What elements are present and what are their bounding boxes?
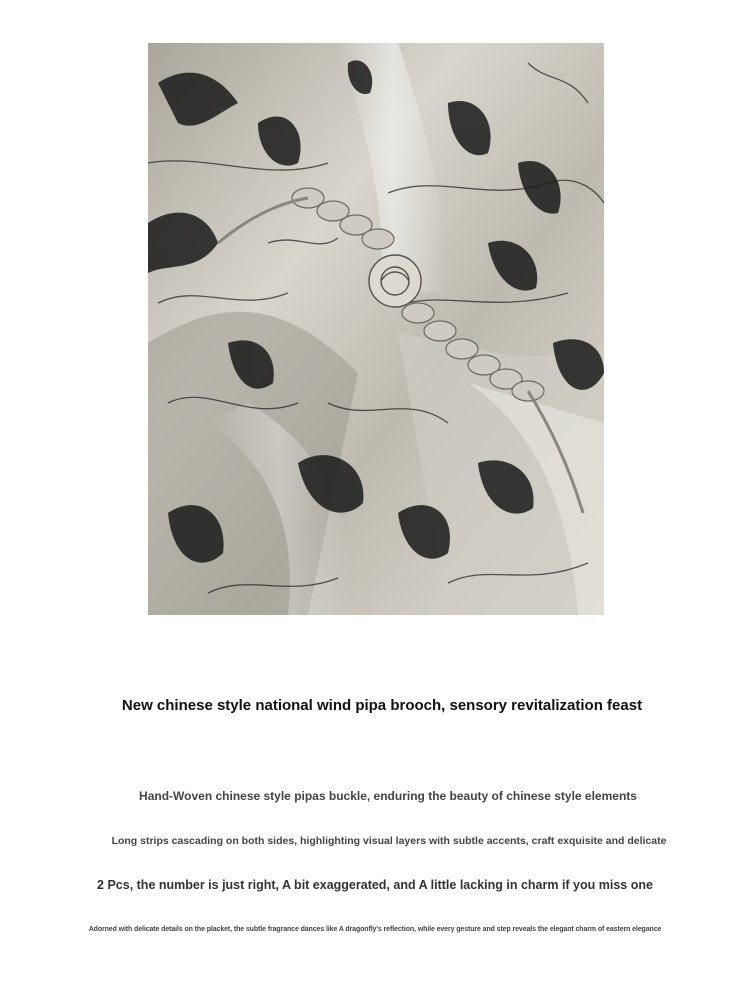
headline: New chinese style national wind pipa brooch, sensory revitalization feast [121, 697, 643, 714]
detail-line-2: Long strips cascading on both sides, highlighting visual layers with subtle accents, craft exquisite and delicate [111, 835, 667, 847]
detail-line-3: 2 Pcs, the number is just right, A bit exaggerated, and A little lacking in charm if you miss one [97, 878, 653, 892]
detail-line-1: Hand-Woven chinese style pipas buckle, enduring the beauty of chinese style elements [139, 789, 637, 803]
product-photo [148, 43, 604, 615]
detail-line-4: Adorned with delicate details on the placket, the subtle fragrance dances like A dragonfly's reflection, while every gesture and step reveals the elegant charm of eastern elegance [88, 926, 662, 933]
